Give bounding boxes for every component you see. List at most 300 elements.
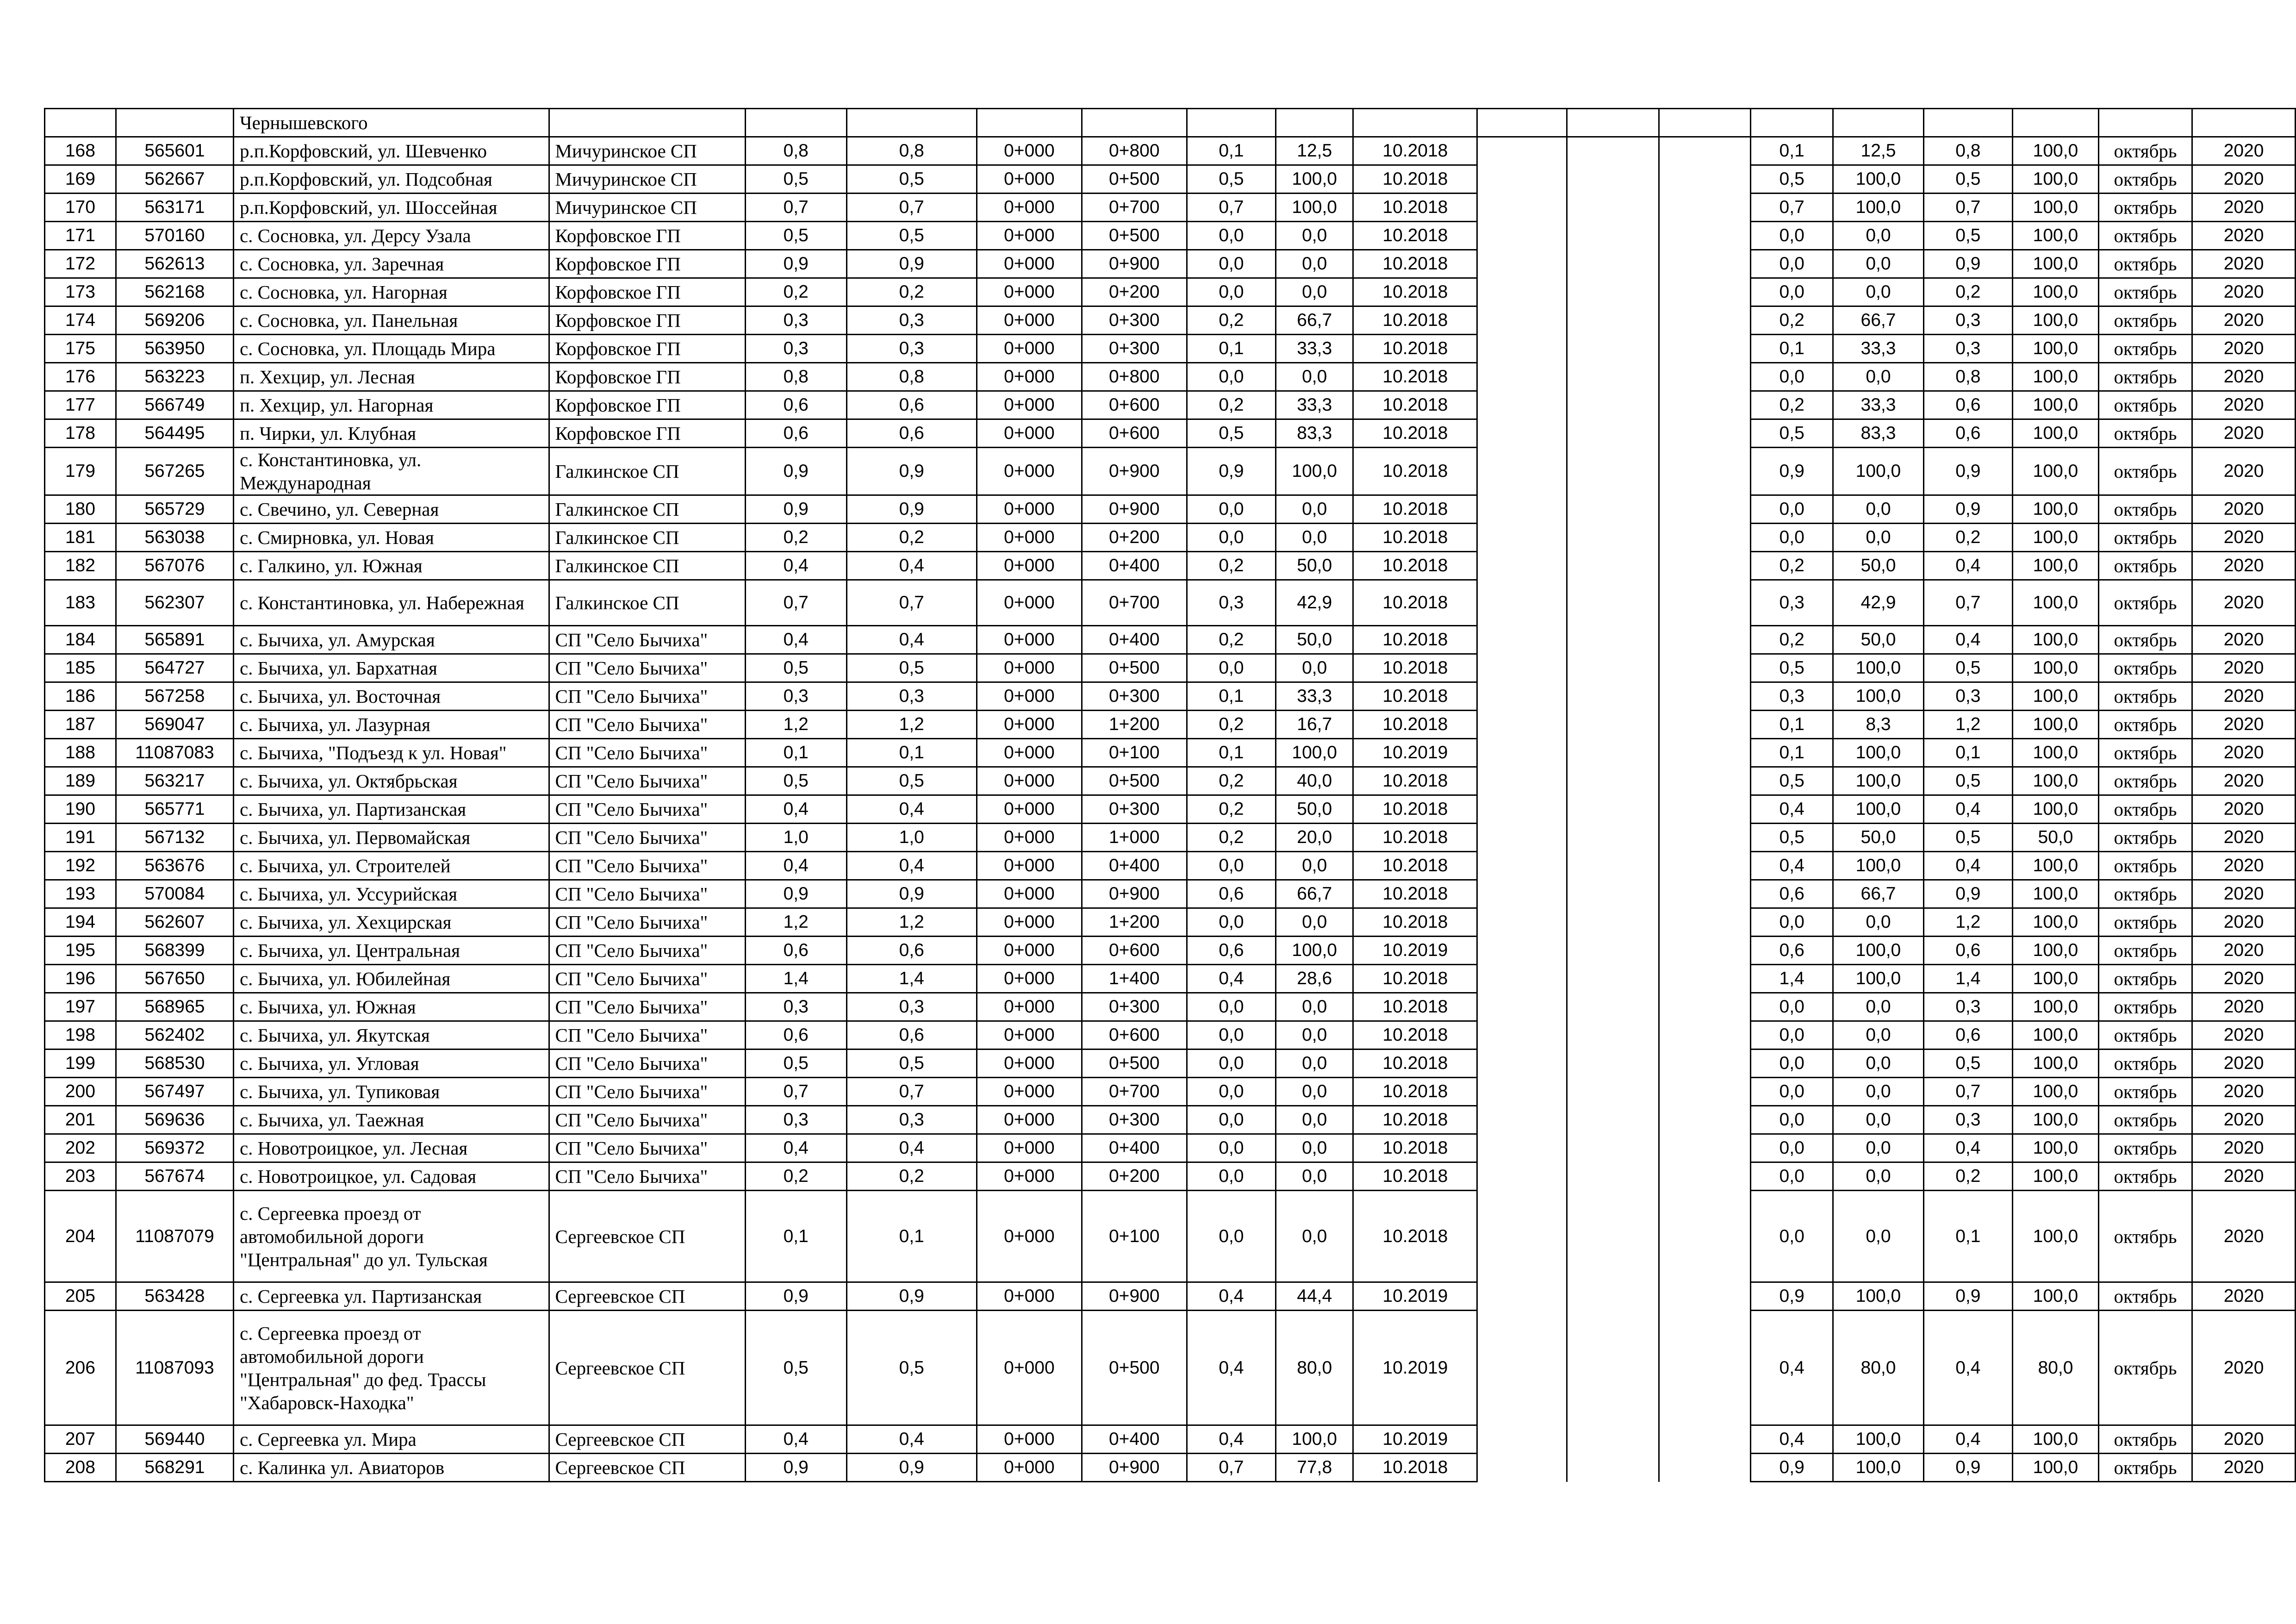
cell-empty-1 — [1477, 1311, 1567, 1425]
cell-empty-2 — [1567, 137, 1659, 165]
cell-id: 567265 — [116, 448, 233, 495]
cell-p3: 100,0 — [2013, 880, 2099, 908]
cell-p3: 100,0 — [2013, 682, 2099, 711]
cell-p3: 100,0 — [2013, 524, 2099, 552]
cell-num: 172 — [45, 250, 116, 278]
cell-to: 0+500 — [1082, 767, 1187, 795]
cell-name: с. Бычиха, ул. Партизанская — [233, 795, 549, 824]
cell-len2: 0,2 — [846, 1162, 977, 1191]
cell-from: 0+000 — [977, 165, 1082, 194]
table-row — [45, 682, 2296, 711]
cell-year: 2020 — [2192, 682, 2296, 711]
cell-empty-3 — [1659, 993, 1750, 1021]
cell-v2: 0,9 — [1750, 1282, 1833, 1311]
cell-num: 183 — [45, 580, 116, 626]
cell-len: 0,7 — [745, 194, 846, 222]
cell-len: 0,9 — [745, 250, 846, 278]
cell-year: 2020 — [2192, 580, 2296, 626]
cell-p3: 100,0 — [2013, 1425, 2099, 1454]
cell-year: 2020 — [2192, 524, 2296, 552]
cell-empty-2 — [1567, 1282, 1659, 1311]
cell-id: 569047 — [116, 711, 233, 739]
cell-sp: СП "Село Бычиха" — [549, 682, 745, 711]
cell-sp: СП "Село Бычиха" — [549, 965, 745, 993]
table-row — [45, 391, 2296, 419]
cell-len: 0,4 — [745, 1134, 846, 1162]
cell-empty-2 — [1567, 880, 1659, 908]
cell-v1: 0,3 — [1187, 580, 1276, 626]
cell-v1: 0,0 — [1187, 1106, 1276, 1134]
cell-p3: 100,0 — [2013, 767, 2099, 795]
cell-len: 0,4 — [745, 852, 846, 880]
cell-v1: 0,2 — [1187, 711, 1276, 739]
cell-empty-3 — [1659, 795, 1750, 824]
cell-sp: СП "Село Бычиха" — [549, 1106, 745, 1134]
cell-p1: 12,5 — [1276, 137, 1353, 165]
cell-to: 0+600 — [1082, 937, 1187, 965]
cell-len2: 0,9 — [846, 1454, 977, 1482]
cell-empty-2 — [1567, 222, 1659, 250]
cell-p2: 0,0 — [1833, 250, 1923, 278]
cell-to: 0+300 — [1082, 335, 1187, 363]
cell-len: 1,2 — [745, 908, 846, 937]
cell-from: 0+000 — [977, 1021, 1082, 1049]
cell-v3: 0,9 — [1923, 1454, 2012, 1482]
cell-p3: 100,0 — [2013, 1191, 2099, 1282]
cell-p1: 20,0 — [1276, 824, 1353, 852]
cell-empty-2 — [1567, 306, 1659, 335]
cell-v2: 0,0 — [1750, 1106, 1833, 1134]
cell-len: 0,9 — [745, 495, 846, 524]
table-row — [45, 739, 2296, 767]
cell-year: 2020 — [2192, 1311, 2296, 1425]
cell-year: 2020 — [2192, 278, 2296, 306]
cell-empty-3 — [1659, 524, 1750, 552]
cell-date: 10.2018 — [1353, 1454, 1477, 1482]
cell-p1: 0,0 — [1276, 495, 1353, 524]
cell-from — [977, 109, 1082, 137]
cell-to: 0+300 — [1082, 682, 1187, 711]
cell-year: 2020 — [2192, 137, 2296, 165]
cell-sp: Галкинское СП — [549, 552, 745, 580]
cell-year: 2020 — [2192, 1454, 2296, 1482]
cell-p2: 0,0 — [1833, 1134, 1923, 1162]
cell-date: 10.2018 — [1353, 495, 1477, 524]
cell-sp: Мичуринское СП — [549, 137, 745, 165]
cell-from: 0+000 — [977, 1134, 1082, 1162]
cell-len2: 0,7 — [846, 1078, 977, 1106]
table-row — [45, 1162, 2296, 1191]
cell-sp: СП "Село Бычиха" — [549, 654, 745, 682]
cell-p1: 100,0 — [1276, 165, 1353, 194]
cell-empty-2 — [1567, 1106, 1659, 1134]
cell-empty-3 — [1659, 1191, 1750, 1282]
cell-len: 0,1 — [745, 1191, 846, 1282]
table-row — [45, 1078, 2296, 1106]
cell-len: 0,2 — [745, 1162, 846, 1191]
cell-p2: 42,9 — [1833, 580, 1923, 626]
cell-month: октябрь — [2098, 654, 2192, 682]
cell-num: 169 — [45, 165, 116, 194]
cell-month: октябрь — [2098, 1425, 2192, 1454]
cell-v3: 0,4 — [1923, 552, 2012, 580]
cell-p3: 100,0 — [2013, 222, 2099, 250]
cell-len — [745, 109, 846, 137]
cell-num: 204 — [45, 1191, 116, 1282]
cell-p3: 100,0 — [2013, 165, 2099, 194]
cell-empty-2 — [1567, 965, 1659, 993]
cell-v2: 0,0 — [1750, 524, 1833, 552]
cell-v3: 0,8 — [1923, 137, 2012, 165]
cell-v1: 0,0 — [1187, 524, 1276, 552]
cell-empty-1 — [1477, 391, 1567, 419]
cell-sp: СП "Село Бычиха" — [549, 1162, 745, 1191]
cell-name: п. Хехцир, ул. Лесная — [233, 363, 549, 391]
table-row — [45, 993, 2296, 1021]
cell-len: 0,3 — [745, 993, 846, 1021]
cell-p2: 50,0 — [1833, 824, 1923, 852]
cell-month: октябрь — [2098, 335, 2192, 363]
cell-empty-2 — [1567, 1134, 1659, 1162]
cell-v1: 0,5 — [1187, 165, 1276, 194]
cell-num: 203 — [45, 1162, 116, 1191]
cell-v2: 0,0 — [1750, 993, 1833, 1021]
cell-p1: 42,9 — [1276, 580, 1353, 626]
cell-p1: 0,0 — [1276, 524, 1353, 552]
cell-year: 2020 — [2192, 1425, 2296, 1454]
cell-date: 10.2018 — [1353, 524, 1477, 552]
cell-empty-2 — [1567, 626, 1659, 654]
cell-to: 0+900 — [1082, 495, 1187, 524]
table-row — [45, 278, 2296, 306]
cell-num: 192 — [45, 852, 116, 880]
cell-p1: 0,0 — [1276, 852, 1353, 880]
cell-p3: 100,0 — [2013, 194, 2099, 222]
cell-year: 2020 — [2192, 1106, 2296, 1134]
cell-p3: 100,0 — [2013, 993, 2099, 1021]
cell-from: 0+000 — [977, 1311, 1082, 1425]
cell-name: с. Калинка ул. Авиаторов — [233, 1454, 549, 1482]
cell-v2: 0,0 — [1750, 1191, 1833, 1282]
cell-empty-1 — [1477, 552, 1567, 580]
cell-date: 10.2018 — [1353, 654, 1477, 682]
cell-date: 10.2018 — [1353, 1106, 1477, 1134]
cell-v1: 0,0 — [1187, 278, 1276, 306]
cell-v2: 0,0 — [1750, 363, 1833, 391]
cell-empty-3 — [1659, 194, 1750, 222]
cell-to: 0+100 — [1082, 739, 1187, 767]
cell-p2 — [1833, 109, 1923, 137]
cell-year: 2020 — [2192, 335, 2296, 363]
cell-num: 194 — [45, 908, 116, 937]
cell-empty-2 — [1567, 993, 1659, 1021]
cell-empty-3 — [1659, 711, 1750, 739]
table-row — [45, 250, 2296, 278]
cell-num: 197 — [45, 993, 116, 1021]
cell-month: октябрь — [2098, 194, 2192, 222]
cell-num: 168 — [45, 137, 116, 165]
cell-p1: 0,0 — [1276, 222, 1353, 250]
cell-p2: 100,0 — [1833, 852, 1923, 880]
cell-sp: СП "Село Бычиха" — [549, 852, 745, 880]
cell-from: 0+000 — [977, 1078, 1082, 1106]
cell-len: 0,4 — [745, 626, 846, 654]
cell-len2: 0,5 — [846, 165, 977, 194]
cell-v2: 0,0 — [1750, 222, 1833, 250]
cell-from: 0+000 — [977, 306, 1082, 335]
cell-month: октябрь — [2098, 1106, 2192, 1134]
cell-empty-3 — [1659, 1106, 1750, 1134]
cell-sp: СП "Село Бычиха" — [549, 739, 745, 767]
cell-p1: 16,7 — [1276, 711, 1353, 739]
cell-empty-3 — [1659, 824, 1750, 852]
table-row — [45, 937, 2296, 965]
cell-month: октябрь — [2098, 1078, 2192, 1106]
cell-v1: 0,1 — [1187, 137, 1276, 165]
cell-year: 2020 — [2192, 1078, 2296, 1106]
cell-date — [1353, 109, 1477, 137]
cell-from: 0+000 — [977, 448, 1082, 495]
cell-v2 — [1750, 109, 1833, 137]
cell-id: 568399 — [116, 937, 233, 965]
cell-to: 0+200 — [1082, 278, 1187, 306]
cell-v2: 0,0 — [1750, 1021, 1833, 1049]
cell-id: 567497 — [116, 1078, 233, 1106]
cell-empty-2 — [1567, 580, 1659, 626]
cell-empty-3 — [1659, 1311, 1750, 1425]
cell-p3: 100,0 — [2013, 1454, 2099, 1482]
cell-year: 2020 — [2192, 1049, 2296, 1078]
cell-from: 0+000 — [977, 1282, 1082, 1311]
cell-v3: 0,5 — [1923, 1049, 2012, 1078]
table-row — [45, 419, 2296, 448]
cell-p1: 33,3 — [1276, 682, 1353, 711]
cell-from: 0+000 — [977, 937, 1082, 965]
cell-to: 0+400 — [1082, 852, 1187, 880]
cell-v3: 0,1 — [1923, 739, 2012, 767]
cell-v1: 0,2 — [1187, 767, 1276, 795]
cell-sp: Корфовское ГП — [549, 419, 745, 448]
cell-p1: 0,0 — [1276, 1021, 1353, 1049]
cell-year: 2020 — [2192, 391, 2296, 419]
cell-empty-3 — [1659, 1134, 1750, 1162]
cell-v2: 0,3 — [1750, 682, 1833, 711]
cell-v2: 0,2 — [1750, 626, 1833, 654]
cell-name: с. Галкино, ул. Южная — [233, 552, 549, 580]
cell-v2: 0,0 — [1750, 1162, 1833, 1191]
cell-empty-2 — [1567, 448, 1659, 495]
cell-p3: 100,0 — [2013, 580, 2099, 626]
cell-date: 10.2018 — [1353, 1191, 1477, 1282]
table-row — [45, 194, 2296, 222]
cell-to: 0+200 — [1082, 1162, 1187, 1191]
cell-len2: 0,8 — [846, 363, 977, 391]
cell-sp: Корфовское ГП — [549, 306, 745, 335]
cell-num: 170 — [45, 194, 116, 222]
cell-sp: Галкинское СП — [549, 495, 745, 524]
cell-name: с. Свечино, ул. Северная — [233, 495, 549, 524]
cell-v2: 0,5 — [1750, 824, 1833, 852]
cell-id: 562667 — [116, 165, 233, 194]
cell-p1: 0,0 — [1276, 250, 1353, 278]
cell-sp: СП "Село Бычиха" — [549, 908, 745, 937]
cell-empty-1 — [1477, 250, 1567, 278]
cell-v1: 0,0 — [1187, 908, 1276, 937]
cell-len2: 0,3 — [846, 335, 977, 363]
cell-date: 10.2018 — [1353, 908, 1477, 937]
cell-id: 564727 — [116, 654, 233, 682]
cell-name: с. Сосновка, ул. Заречная — [233, 250, 549, 278]
cell-id: 567674 — [116, 1162, 233, 1191]
cell-len2: 0,7 — [846, 580, 977, 626]
cell-p2: 50,0 — [1833, 626, 1923, 654]
cell-empty-2 — [1567, 711, 1659, 739]
cell-year: 2020 — [2192, 965, 2296, 993]
cell-p2: 100,0 — [1833, 1282, 1923, 1311]
cell-name: с. Сосновка, ул. Нагорная — [233, 278, 549, 306]
cell-len: 0,4 — [745, 795, 846, 824]
cell-month: октябрь — [2098, 1282, 2192, 1311]
cell-name: с. Сергеевка ул. Партизанская — [233, 1282, 549, 1311]
cell-empty-1 — [1477, 580, 1567, 626]
cell-len2: 0,6 — [846, 1021, 977, 1049]
cell-id: 570160 — [116, 222, 233, 250]
cell-name: Чернышевского — [233, 109, 549, 137]
cell-year: 2020 — [2192, 852, 2296, 880]
table-row — [45, 1191, 2296, 1282]
cell-v3: 1,2 — [1923, 908, 2012, 937]
cell-month: октябрь — [2098, 524, 2192, 552]
cell-len: 0,5 — [745, 1311, 846, 1425]
cell-v1: 0,4 — [1187, 1311, 1276, 1425]
cell-to: 0+400 — [1082, 626, 1187, 654]
cell-id: 565729 — [116, 495, 233, 524]
cell-p2: 0,0 — [1833, 908, 1923, 937]
cell-date: 10.2019 — [1353, 739, 1477, 767]
cell-to: 0+900 — [1082, 250, 1187, 278]
cell-empty-1 — [1477, 495, 1567, 524]
cell-to: 0+500 — [1082, 222, 1187, 250]
cell-p1: 66,7 — [1276, 880, 1353, 908]
table-row — [45, 852, 2296, 880]
cell-to: 0+100 — [1082, 1191, 1187, 1282]
cell-date: 10.2018 — [1353, 1021, 1477, 1049]
cell-p1: 100,0 — [1276, 448, 1353, 495]
cell-len2: 0,3 — [846, 993, 977, 1021]
cell-v2: 0,0 — [1750, 495, 1833, 524]
cell-v1: 0,2 — [1187, 391, 1276, 419]
cell-sp: Сергеевское СП — [549, 1311, 745, 1425]
cell-p3: 100,0 — [2013, 552, 2099, 580]
cell-empty-2 — [1567, 1311, 1659, 1425]
cell-to: 0+900 — [1082, 880, 1187, 908]
cell-empty-3 — [1659, 109, 1750, 137]
cell-v2: 0,0 — [1750, 1049, 1833, 1078]
cell-sp: Мичуринское СП — [549, 194, 745, 222]
cell-len: 0,2 — [745, 278, 846, 306]
cell-id: 566749 — [116, 391, 233, 419]
cell-empty-2 — [1567, 419, 1659, 448]
cell-p3: 100,0 — [2013, 711, 2099, 739]
cell-sp: СП "Село Бычиха" — [549, 1078, 745, 1106]
cell-id: 569206 — [116, 306, 233, 335]
cell-num: 195 — [45, 937, 116, 965]
cell-empty-1 — [1477, 278, 1567, 306]
cell-from: 0+000 — [977, 908, 1082, 937]
cell-empty-1 — [1477, 852, 1567, 880]
cell-to: 0+600 — [1082, 1021, 1187, 1049]
cell-month: октябрь — [2098, 278, 2192, 306]
cell-v1: 0,2 — [1187, 552, 1276, 580]
cell-id: 562613 — [116, 250, 233, 278]
cell-p3 — [2013, 109, 2099, 137]
table-row — [45, 824, 2296, 852]
cell-p3: 100,0 — [2013, 1162, 2099, 1191]
cell-month: октябрь — [2098, 306, 2192, 335]
cell-month: октябрь — [2098, 965, 2192, 993]
cell-p2: 50,0 — [1833, 552, 1923, 580]
cell-v3: 0,4 — [1923, 1311, 2012, 1425]
cell-v1: 0,0 — [1187, 222, 1276, 250]
cell-month: октябрь — [2098, 880, 2192, 908]
cell-p1: 33,3 — [1276, 391, 1353, 419]
cell-empty-2 — [1567, 1425, 1659, 1454]
cell-p1: 0,0 — [1276, 654, 1353, 682]
cell-p1: 44,4 — [1276, 1282, 1353, 1311]
cell-empty-2 — [1567, 852, 1659, 880]
cell-empty-1 — [1477, 1162, 1567, 1191]
cell-num: 181 — [45, 524, 116, 552]
cell-p1: 0,0 — [1276, 363, 1353, 391]
cell-p2: 66,7 — [1833, 306, 1923, 335]
cell-from: 0+000 — [977, 194, 1082, 222]
cell-v3: 0,2 — [1923, 1162, 2012, 1191]
cell-v2: 0,0 — [1750, 1134, 1833, 1162]
cell-len: 1,4 — [745, 965, 846, 993]
cell-empty-3 — [1659, 654, 1750, 682]
cell-year: 2020 — [2192, 993, 2296, 1021]
cell-p3: 100,0 — [2013, 137, 2099, 165]
cell-v1: 0,0 — [1187, 1191, 1276, 1282]
cell-len2: 1,0 — [846, 824, 977, 852]
cell-v3: 0,3 — [1923, 306, 2012, 335]
cell-v3: 0,4 — [1923, 1134, 2012, 1162]
cell-to: 0+700 — [1082, 1078, 1187, 1106]
cell-sp: СП "Село Бычиха" — [549, 937, 745, 965]
cell-v3: 0,4 — [1923, 795, 2012, 824]
cell-name: с. Смирновка, ул. Новая — [233, 524, 549, 552]
cell-v2: 0,5 — [1750, 165, 1833, 194]
cell-v3: 0,4 — [1923, 626, 2012, 654]
cell-date: 10.2018 — [1353, 852, 1477, 880]
cell-p3: 100,0 — [2013, 448, 2099, 495]
cell-v1: 0,0 — [1187, 363, 1276, 391]
cell-len: 0,9 — [745, 448, 846, 495]
cell-v3: 0,5 — [1923, 222, 2012, 250]
cell-num: 180 — [45, 495, 116, 524]
cell-p3: 80,0 — [2013, 1311, 2099, 1425]
cell-num: 207 — [45, 1425, 116, 1454]
cell-empty-2 — [1567, 1078, 1659, 1106]
cell-year: 2020 — [2192, 165, 2296, 194]
cell-empty-1 — [1477, 880, 1567, 908]
cell-v2: 0,0 — [1750, 250, 1833, 278]
cell-empty-1 — [1477, 419, 1567, 448]
cell-empty-1 — [1477, 448, 1567, 495]
cell-sp: Сергеевское СП — [549, 1282, 745, 1311]
cell-v2: 0,0 — [1750, 908, 1833, 937]
cell-empty-2 — [1567, 165, 1659, 194]
